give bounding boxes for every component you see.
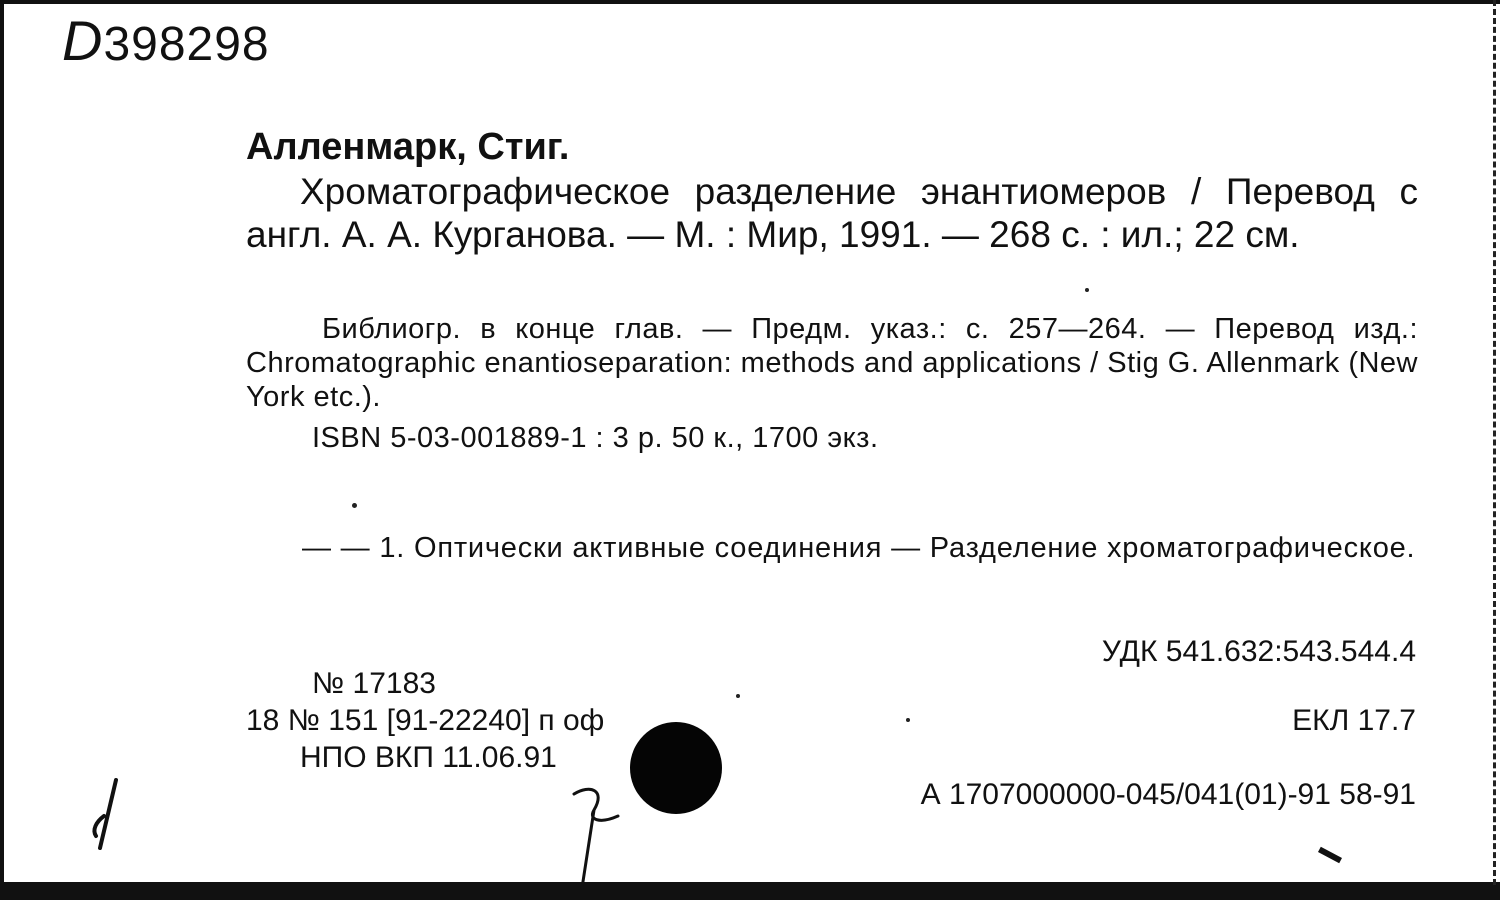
call-number-prefix: D <box>62 9 104 72</box>
punch-hole <box>630 722 722 814</box>
publication-cipher: А 1707000000-045/041(01)-91 58-91 <box>920 778 1416 811</box>
ekl-code: ЕКЛ 17.7 <box>1292 704 1416 737</box>
order-line: 18 № 151 [91-22240] п оф <box>246 704 605 737</box>
call-number <box>62 8 270 73</box>
handwritten-mark <box>560 780 630 890</box>
card-border-bottom <box>0 882 1500 900</box>
isbn-line: ISBN 5-03-001889-1 : 3 р. 50 к., 1700 экз. <box>312 422 879 454</box>
pen-stroke <box>1318 847 1342 864</box>
card-border-top <box>0 0 1500 4</box>
card-border-right <box>1493 0 1496 885</box>
title-statement: Хроматографическое разделение энантиомеров / Перевод с англ. А. А. Курганова. — М. : Мир, 1991. — 268 с. : ил.; 22 см. <box>246 171 1418 255</box>
ink-speck <box>906 718 910 722</box>
bibliographic-notes: Библиогр. в конце глав. — Предм. указ.: с. 257—264. — Перевод изд.: Chromatographic enantioseparation: methods and applications / Stig G. Allenmark (New York etc.). <box>246 313 1418 413</box>
ink-speck <box>736 694 740 698</box>
handwritten-mark <box>86 776 126 856</box>
accession-number: № 17183 <box>312 667 436 700</box>
call-number-digits: 398298 <box>103 18 270 71</box>
udk-code: УДК 541.632:543.544.4 <box>1101 635 1416 668</box>
ink-speck <box>352 503 357 508</box>
card-border-left <box>0 0 4 900</box>
author-heading: Алленмарк, Стиг. <box>246 126 570 168</box>
npo-line: НПО ВКП 11.06.91 <box>300 741 557 774</box>
subject-headings: — — 1. Оптически активные соединения — Разделение хроматографическое. <box>302 532 1416 564</box>
ink-speck <box>1085 288 1089 292</box>
